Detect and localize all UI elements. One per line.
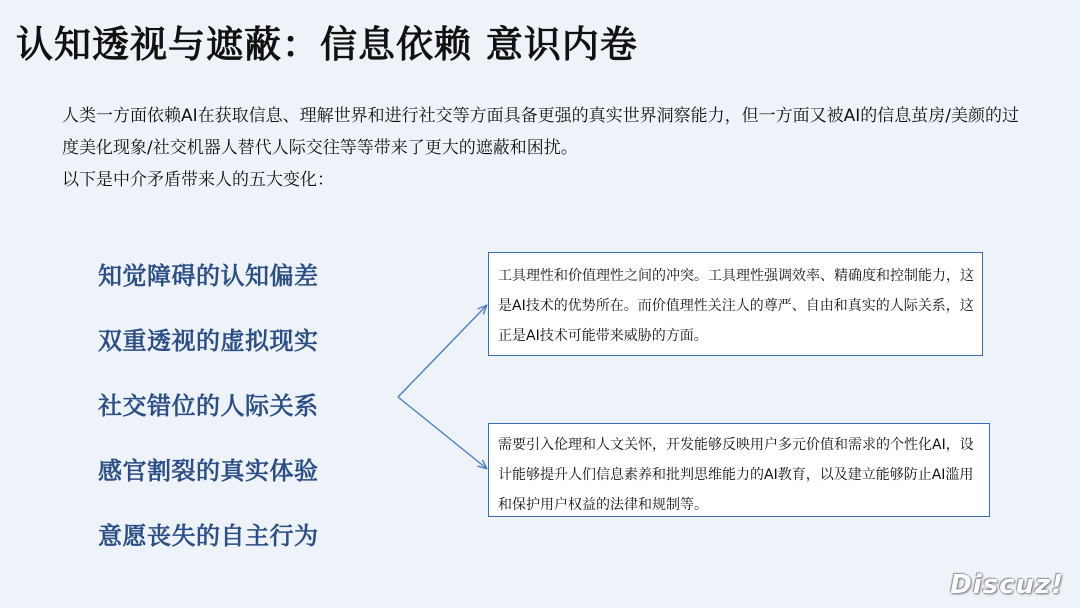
intro-lead-in: 以下是中介矛盾带来人的五大变化： — [62, 170, 334, 190]
five-changes-list — [98, 250, 319, 575]
conflict-box: 工具理性和价值理性之间的冲突。工具理性强调效率、精确度和控制能力，这是AI技术的优势所在。而价值理性关注人的尊严、自由和真实的人际关系，这正是AI技术可能带来威胁的方面。 — [488, 252, 983, 356]
change-item-virtual-reality: 双重透视的虚拟现实 — [98, 327, 319, 355]
intro-text — [62, 100, 1022, 196]
intro-paragraph: 人类一方面依赖AI在获取信息、理解世界和进行社交等方面具备更强的真实世界洞察能力，但一方面又被AI的信息茧房/美颜的过度美化现象/社交机器人替代人际交往等等带来了更大的遮蔽和困扰。 — [62, 106, 1020, 158]
change-item-sensory-experience: 感官割裂的真实体验 — [98, 457, 319, 485]
arrow-to-solution-box — [398, 397, 486, 468]
change-item-perception: 知觉障碍的认知偏差 — [98, 262, 319, 290]
arrow-to-conflict-box — [398, 306, 486, 397]
change-item-social-relations: 社交错位的人际关系 — [98, 392, 319, 420]
discuz-watermark: Discuz! — [950, 570, 1064, 600]
change-item-autonomy: 意愿丧失的自主行为 — [98, 522, 319, 550]
slide-title: 认知透视与遮蔽：信息依赖 意识内卷 — [16, 23, 638, 66]
solution-box: 需要引入伦理和人文关怀，开发能够反映用户多元价值和需求的个性化AI，设计能够提升人们信息素养和批判思维能力的AI教育，以及建立能够防止AI滥用和保护用户权益的法律和规制等。 — [488, 423, 990, 517]
